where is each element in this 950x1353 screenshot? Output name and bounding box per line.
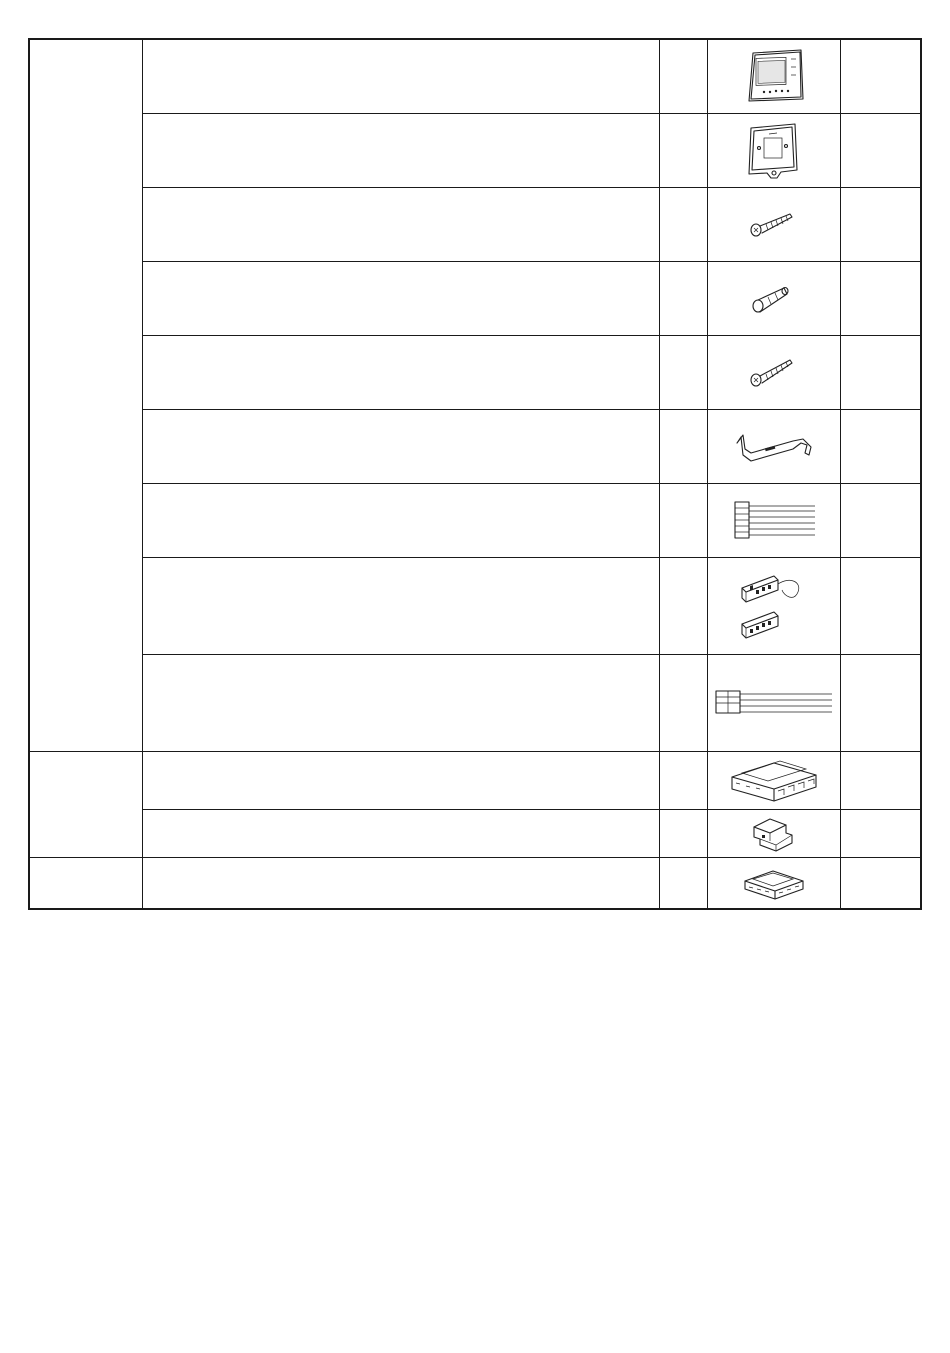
table-row xyxy=(29,809,921,857)
note-cell xyxy=(840,187,921,261)
monitor-icon xyxy=(707,39,840,113)
description-cell xyxy=(142,187,659,261)
note-cell xyxy=(840,483,921,557)
description-cell xyxy=(142,261,659,335)
description-cell xyxy=(142,654,659,751)
distributor-box-icon xyxy=(707,857,840,909)
group-cell xyxy=(29,39,142,751)
note-cell xyxy=(840,409,921,483)
table-row xyxy=(29,751,921,809)
description-cell xyxy=(142,557,659,654)
table-row xyxy=(29,557,921,654)
qty-cell xyxy=(659,654,707,751)
qty-cell xyxy=(659,187,707,261)
note-cell xyxy=(840,809,921,857)
qty-cell xyxy=(659,113,707,187)
table-row xyxy=(29,483,921,557)
note-cell xyxy=(840,335,921,409)
table-row xyxy=(29,654,921,751)
qty-cell xyxy=(659,809,707,857)
wall-plug-icon xyxy=(707,261,840,335)
din-power-supply-icon xyxy=(707,751,840,809)
qty-cell xyxy=(659,557,707,654)
description-cell xyxy=(142,39,659,113)
group-cell xyxy=(29,751,142,857)
note-cell xyxy=(840,113,921,187)
screw-icon xyxy=(707,187,840,261)
parts-list-table xyxy=(28,38,922,910)
screw-icon xyxy=(707,335,840,409)
qty-cell xyxy=(659,409,707,483)
table-row xyxy=(29,113,921,187)
qty-cell xyxy=(659,483,707,557)
din-module-icon xyxy=(707,809,840,857)
description-cell xyxy=(142,335,659,409)
description-cell xyxy=(142,409,659,483)
note-cell xyxy=(840,261,921,335)
qty-cell xyxy=(659,261,707,335)
note-cell xyxy=(840,557,921,654)
table-row xyxy=(29,187,921,261)
table-row xyxy=(29,409,921,483)
wire-connector-4pin-icon xyxy=(707,654,840,751)
description-cell xyxy=(142,751,659,809)
table-row xyxy=(29,39,921,113)
note-cell xyxy=(840,751,921,809)
qty-cell xyxy=(659,751,707,809)
qty-cell xyxy=(659,857,707,909)
table-row xyxy=(29,335,921,409)
description-cell xyxy=(142,113,659,187)
group-cell xyxy=(29,857,142,909)
note-cell xyxy=(840,654,921,751)
wire-connector-6pin-icon xyxy=(707,483,840,557)
note-cell xyxy=(840,857,921,909)
hex-key-icon xyxy=(707,409,840,483)
table-row xyxy=(29,261,921,335)
table-row xyxy=(29,857,921,909)
description-cell xyxy=(142,857,659,909)
qty-cell xyxy=(659,335,707,409)
note-cell xyxy=(840,39,921,113)
qty-cell xyxy=(659,39,707,113)
wall-bracket-icon xyxy=(707,113,840,187)
description-cell xyxy=(142,809,659,857)
description-cell xyxy=(142,483,659,557)
terminal-blocks-icon xyxy=(707,557,840,654)
